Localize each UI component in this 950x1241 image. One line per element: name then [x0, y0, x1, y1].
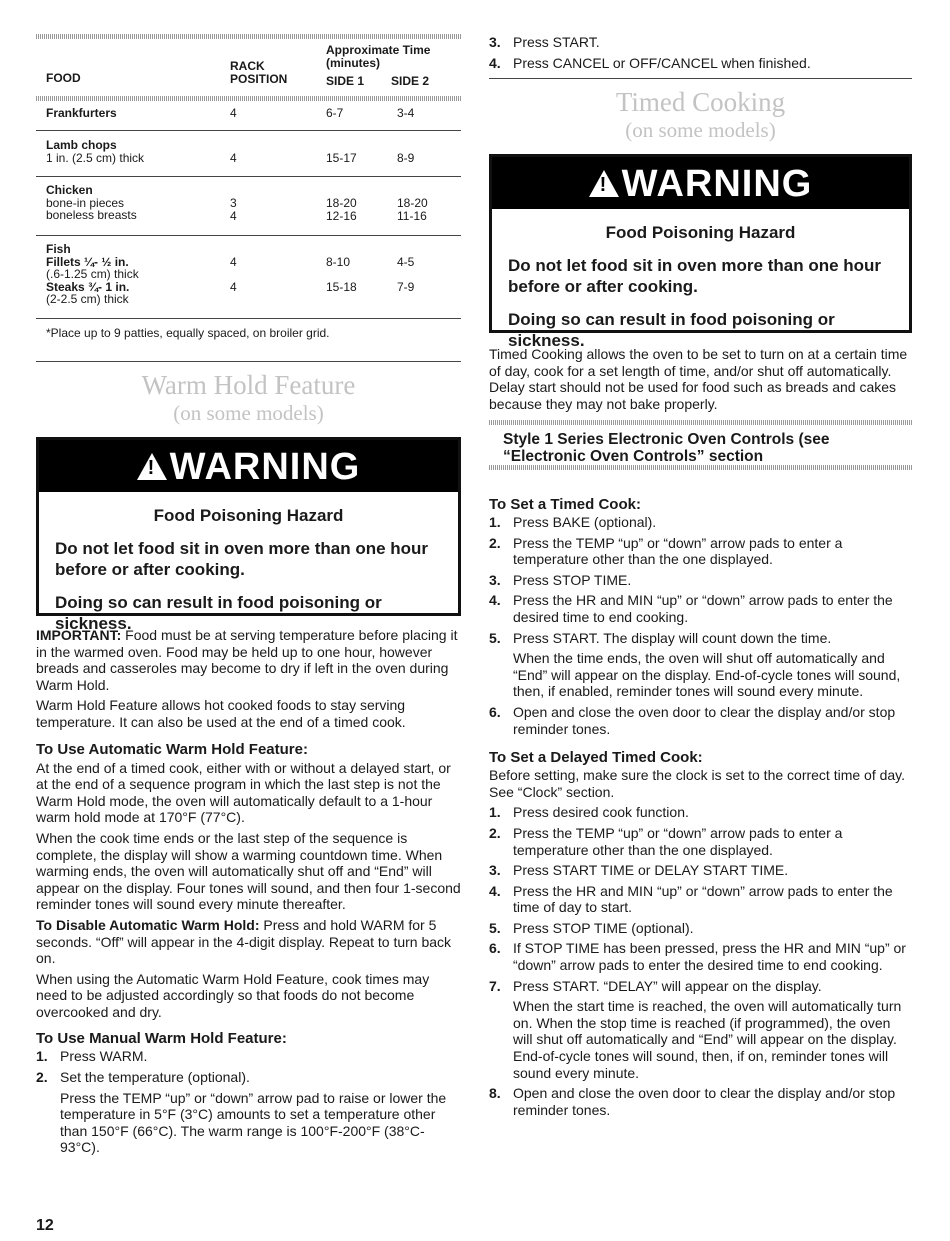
- row-divider: [36, 130, 461, 131]
- timed-cooking-subtitle: (on some models): [625, 118, 776, 142]
- list-item: 1. Press WARM.: [36, 1048, 148, 1065]
- warm-hold-body: [36, 627, 461, 1160]
- list-item: 5. Press STOP TIME (optional).: [489, 919, 694, 936]
- warning-banner: !WARNING: [39, 440, 458, 492]
- list-item: 6. If STOP TIME has been pressed, press the HR and MIN “up” or “down” arrow pads to enter the desired time to end cooking.: [489, 940, 906, 974]
- warning-triangle-icon: [137, 453, 167, 480]
- timed-cooking-title-block: [489, 87, 912, 143]
- set-timed-steps: [489, 514, 912, 737]
- auto-paragraph-2: When the cook time ends or the last step of the sequence is complete, the display will show a warming countdown time. When warming ends, the oven will automatically shut off and “End” will appear on the display. Four tones will sound, and then four 1-second reminder tones will sound every minute thereafter.: [36, 829, 461, 913]
- warning-line-1: Do not let food sit in oven more than one hour before or after cooking.: [508, 256, 882, 296]
- timed-body: [489, 496, 912, 1122]
- hatch-rule: [489, 420, 912, 425]
- list-item: 1. Press desired cook function.: [489, 804, 689, 821]
- auto-paragraph-1: At the end of a timed cook, either with or without a delayed start, or at the end of a sequence program in which the last step is not the Warm Hold mode, the oven will automatically default to a 1-hour warm hold mode at 170°F (77°C).: [36, 759, 451, 826]
- list-item: 3. Press START TIME or DELAY START TIME.: [489, 862, 789, 879]
- list-item: 4. Press the HR and MIN “up” or “down” arrow pads to enter the time of day to start.: [489, 882, 893, 916]
- row-side2: 3-4: [397, 106, 415, 120]
- row-food: Chicken: [46, 183, 93, 197]
- list-item: 7. Press START. “DELAY” will appear on the display. When the start time is reached, the oven will automatically turn on. When the stop time is reached (if programmed), the oven will shut off automatically and “End” will appear on the display. End-of-cycle tones will sound, then, if on, reminder tones will sound every minute.: [489, 978, 912, 1082]
- disable-paragraph: To Disable Automatic Warm Hold: Press and hold WARM for 5 seconds. “Off” will appear in the 4-digit display. Repeat to turn back on.: [36, 916, 452, 967]
- table-row: [36, 107, 461, 121]
- auto-warm-hold-heading: To Use Automatic Warm Hold Feature:: [36, 740, 308, 758]
- list-item: 1. Press BAKE (optional).: [489, 514, 657, 530]
- timed-cooking-title: Timed Cooking: [615, 87, 786, 117]
- row-rack: 4: [230, 151, 237, 165]
- manual-steps: [36, 1048, 461, 1156]
- set-timed-cook-heading: To Set a Timed Cook:: [489, 496, 641, 513]
- section-divider: [36, 361, 461, 362]
- important-paragraph: IMPORTANT: Food must be at serving temperature before placing it in the warmed oven. Food may be held up to one hour, however breads and casseroles may become to dry if left in the oven during Warm Hold.: [36, 627, 458, 693]
- continued-steps: [489, 34, 912, 75]
- timed-intro: Timed Cooking allows the oven to be set to turn on at a certain time of day, cook for a set length of time, and/or shut off automatically. Delay start should not be used for food such as breads and cakes because they may not bake properly.: [489, 346, 908, 412]
- broil-table-header: [36, 44, 461, 92]
- style1-heading: Style 1 Series Electronic Oven Controls (see “Electronic Oven Controls” section: [503, 431, 830, 465]
- row-side1: 15-17: [326, 151, 357, 165]
- delayed-steps: [489, 804, 912, 1118]
- list-item: 3. Press STOP TIME.: [489, 571, 632, 588]
- warning-box: [489, 154, 912, 350]
- warning-banner: !WARNING: [492, 157, 909, 209]
- list-item: 4. Press the HR and MIN “up” or “down” arrow pads to enter the desired time to end cooking.: [489, 592, 893, 625]
- table-row: Fish Fillets ¼- ½ in. (.6-1.25 cm) thick Steaks ¾- 1 in. (2-2.5 cm) thick 4 4 8-10 15-18 4-5 7-9: [46, 242, 415, 307]
- row-divider: [36, 176, 461, 177]
- list-item: 5. Press START. The display will count down the time. When the time ends, the oven will shut off automatically and “End” will appear on the display. End-of-cycle tones will sound, then, if enabled, reminder tones will sound every minute.: [489, 630, 912, 700]
- row-rack: 4: [230, 106, 237, 120]
- warm-hold-subtitle: (on some models): [173, 401, 324, 425]
- row-food: Fish: [46, 242, 71, 256]
- manual-note: Press the TEMP “up” or “down” arrow pad to raise or lower the temperature in 5°F (3°C) amounts to set a temperature other than 150°F (66°C). The warm range is 100°F-200°F (38°C-93°C).: [60, 1089, 447, 1156]
- warning-line-2: Doing so can result in food poisoning or sickness.: [508, 310, 835, 350]
- list-item: 4. Press CANCEL or OFF/CANCEL when finished.: [489, 54, 811, 71]
- table-row: [36, 139, 461, 165]
- warning-box: [36, 437, 461, 633]
- table-row: Chicken bone-in pieces boneless breasts 3 4 18-20 12-16 18-20 11-16: [46, 183, 428, 223]
- section-divider: [489, 78, 912, 79]
- page-number: 12: [36, 1217, 54, 1234]
- auto-paragraph-3: When using the Automatic Warm Hold Feature, cook times may need to be adjusted accordingly so that foods do not become overcooked and dry.: [36, 970, 430, 1020]
- warning-line-1: Do not let food sit in oven more than one hour before or after cooking.: [55, 539, 429, 579]
- row-side1: 6-7: [326, 106, 344, 120]
- list-item: 2. Press the TEMP “up” or “down” arrow pads to enter a temperature other than the one displayed.: [489, 824, 843, 858]
- col-approx-time: Approximate Time (minutes): [326, 43, 431, 70]
- warning-hazard: Food Poisoning Hazard: [605, 223, 796, 242]
- table-footnote: *Place up to 9 patties, equally spaced, on broiler grid.: [46, 326, 330, 340]
- row-food: Frankfurters: [46, 106, 117, 120]
- row-food: Lamb chops: [46, 138, 117, 152]
- delay-note: When the start time is reached, the oven will automatically turn on. When the stop time is reached (if programmed), the oven will shut off automatically and “End” will appear on the display. End-of-cycle tones will sound, then, if on, reminder tones will sound every minute.: [513, 998, 902, 1081]
- hatch-rule: [489, 465, 912, 470]
- set-note: When the time ends, the oven will shut off automatically and “End” will appear on the display. End-of-cycle tones will sound, then, if enabled, reminder tones will sound every minute.: [513, 650, 901, 700]
- warning-line-2: Doing so can result in food poisoning or sickness.: [55, 593, 382, 633]
- warm-hold-title-block: [36, 370, 461, 426]
- list-item: 6. Open and close the oven door to clear the display and/or stop reminder tones.: [489, 703, 896, 737]
- warm-hold-intro: Warm Hold Feature allows hot cooked foods to stay serving temperature. It can also be used at the end of a timed cook.: [36, 697, 406, 730]
- warning-hazard: Food Poisoning Hazard: [153, 506, 344, 525]
- row-divider: [36, 235, 461, 236]
- warm-hold-title: Warm Hold Feature: [141, 370, 356, 400]
- col-side1: SIDE 1: [326, 74, 365, 88]
- delayed-intro: Before setting, make sure the clock is set to the correct time of day. See “Clock” section.: [489, 767, 906, 800]
- list-item: 8. Open and close the oven door to clear the display and/or stop reminder tones.: [489, 1085, 896, 1118]
- col-rack: RACK POSITION: [230, 59, 288, 86]
- row-side2: 8-9: [397, 151, 415, 165]
- warning-triangle-icon: [589, 170, 619, 197]
- row-food-detail: 1 in. (2.5 cm) thick: [46, 150, 145, 165]
- row-divider: [36, 318, 461, 319]
- col-side2: SIDE 2: [391, 74, 430, 88]
- table-header-rule: [36, 96, 461, 101]
- table-top-rule: [36, 34, 461, 39]
- col-food: FOOD: [46, 71, 81, 85]
- list-item: 3. Press START.: [489, 34, 600, 50]
- list-item: 2. Set the temperature (optional). Press the TEMP “up” or “down” arrow pad to raise or lower the temperature in 5°F (3°C) amounts to set a temperature other than 150°F (66°C). The warm range is 100°F-200°F (38°C-93°C).: [36, 1069, 461, 1156]
- list-item: 2. Press the TEMP “up” or “down” arrow pads to enter a temperature other than the one displayed.: [489, 534, 843, 568]
- manual-warm-hold-heading: To Use Manual Warm Hold Feature:: [36, 1030, 287, 1048]
- delayed-timed-cook-heading: To Set a Delayed Timed Cook:: [489, 749, 703, 767]
